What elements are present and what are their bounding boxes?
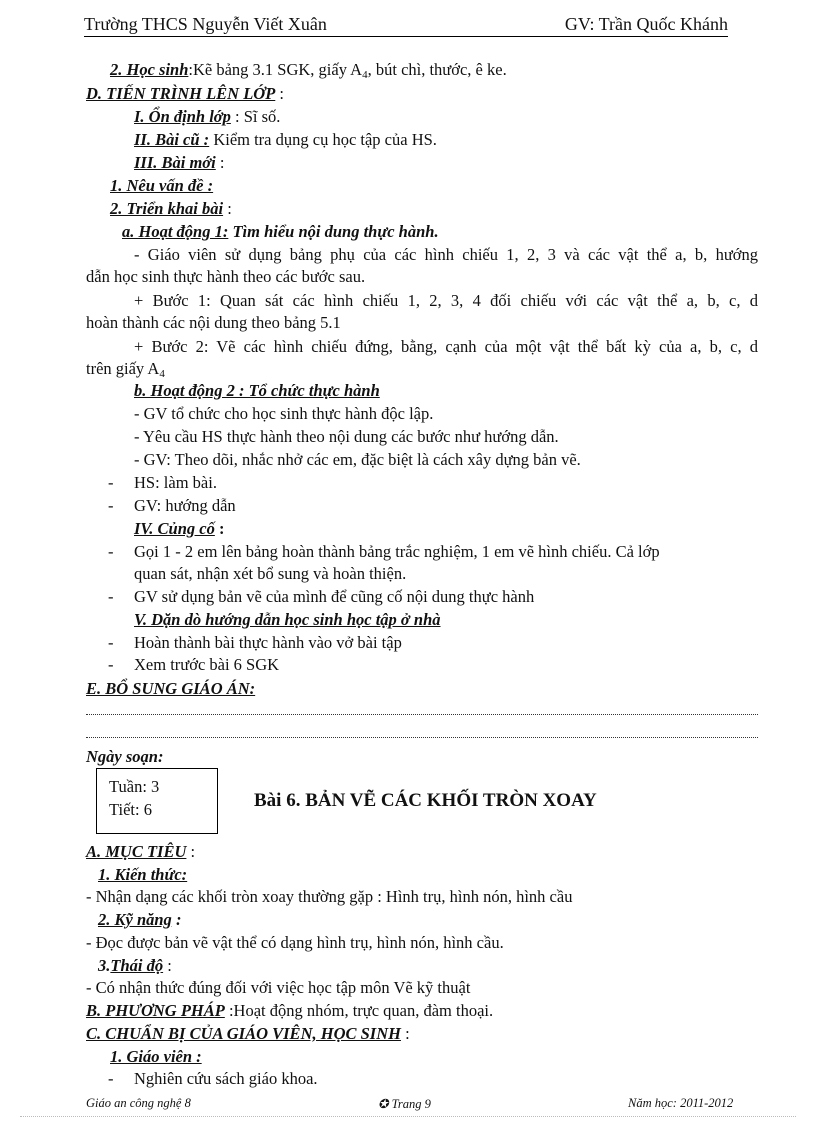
consolidation-item-1: - Gọi 1 - 2 em lên bảng hoàn thành bảng trắc nghiệm, 1 em vẽ hình chiếu. Cả lớp: [108, 542, 660, 561]
item-raise-issue: 1. Nêu vấn đề :: [110, 176, 214, 195]
school-name: Trường THCS Nguyễn Viết Xuân: [84, 14, 327, 34]
section-c-heading: C. CHUẨN BỊ CỦA GIÁO VIÊN, HỌC SINH :: [86, 1024, 410, 1043]
attitude-text: - Có nhận thức đúng đối với việc học tập môn Vẽ kỹ thuật: [86, 978, 471, 997]
attitude-heading: 3.Thái độ :: [98, 956, 172, 975]
section-b-heading: B. PHƯƠNG PHÁP :Hoạt động nhóm, trực quan, đàm thoại.: [86, 1001, 494, 1020]
activity-1-heading: a. Hoạt động 1: Tìm hiểu nội dung thực hành.: [122, 222, 439, 241]
paragraph-1-line-1: - Giáo viên sử dụng bảng phụ của các hình chiếu 1, 2, 3 và các vật thể a, b, hướng: [134, 245, 758, 264]
item-lesson-deploy: 2. Triển khai bài :: [110, 199, 232, 218]
skills-text: - Đọc được bản vẽ vật thể có dạng hình trụ, hình nón, hình cầu.: [86, 933, 504, 952]
section-d-heading: D. TIẾN TRÌNH LÊN LỚP :: [86, 84, 285, 103]
dotted-line-2: [86, 737, 758, 738]
section-a-heading: A. MỤC TIÊU :: [86, 842, 196, 861]
date-label: Ngày soạn:: [86, 747, 164, 766]
week-period-box: [96, 768, 218, 834]
step-1-line-1: + Bước 1: Quan sát các hình chiếu 1, 2, 3, 4 đối chiếu với các vật thể a, b, c, d: [134, 291, 758, 310]
item-class-stabilize: I. Ổn định lớp : Sĩ số.: [134, 107, 281, 126]
homework-heading: V. Dặn dò hướng dẫn học sinh học tập ở nhà: [134, 610, 441, 629]
activity-2-bullet-3: - GV: Theo dõi, nhắc nhở các em, đặc biệt là cách xây dựng bản vẽ.: [134, 450, 581, 469]
section-e-heading: E. BỔ SUNG GIÁO ÁN:: [86, 679, 256, 698]
period-label: Tiết: 6: [109, 800, 152, 819]
consolidation-item-1-cont: quan sát, nhận xét bổ sung và hoàn thiện.: [134, 564, 407, 583]
homework-item-1: - Hoàn thành bài thực hành vào vở bài tập: [108, 633, 402, 652]
step-1-line-2: hoàn thành các nội dung theo bảng 5.1: [86, 313, 341, 332]
consolidation-heading: IV. Củng cố :: [134, 519, 225, 538]
teacher-prep-item: - Nghiên cứu sách giáo khoa.: [108, 1069, 318, 1088]
students-prep-line: 2. Học sinh:Kẽ bảng 3.1 SGK, giấy $A_4$, bút chì, thước, ê ke.: [110, 60, 507, 81]
item-new-lesson: III. Bài mới :: [134, 153, 225, 172]
consolidation-item-2: - GV sử dụng bản vẽ của mình để cũng cố nội dung thực hành: [108, 587, 535, 606]
activity-2-heading: b. Hoạt động 2 : Tổ chức thực hành: [134, 381, 380, 400]
homework-item-2: - Xem trước bài 6 SGK: [108, 655, 280, 674]
footer-school-year: Năm học: 2011-2012: [628, 1096, 734, 1110]
teacher-name: GV: Trần Quốc Khánh: [564, 14, 728, 34]
star-icon: ✪: [378, 1097, 389, 1111]
skills-heading: 2. Kỹ năng :: [98, 910, 182, 929]
activity-2-bullet-1: - GV tổ chức cho học sinh thực hành độc lập.: [134, 404, 434, 423]
footer-page-number: Trang 9: [391, 1097, 431, 1111]
activity-2-bullet-2: - Yêu cầu HS thực hành theo nội dung các bước như hướng dẫn.: [134, 427, 559, 446]
footer-page: [378, 1096, 431, 1112]
week-label: Tuần: 3: [109, 777, 160, 796]
step-2-line-1: + Bước 2: Vẽ các hình chiếu đứng, bằng, cạnh của một vật thể bất kỳ của a, b, c, d: [134, 337, 758, 356]
page-header: [84, 12, 728, 37]
step-2-line-2: trên giấy $A_4$: [86, 359, 165, 380]
knowledge-heading: 1. Kiến thức:: [98, 865, 188, 884]
footer-divider: [20, 1116, 796, 1117]
list-item-gv: - GV: hướng dẫn: [108, 496, 236, 515]
item-old-lesson: II. Bài cũ : Kiểm tra dụng cụ học tập của HS.: [134, 130, 437, 149]
footer-subject: Giáo an công nghệ 8: [86, 1096, 191, 1110]
teacher-prep-heading: 1. Giáo viên :: [110, 1047, 202, 1066]
list-item-hs: - HS: làm bài.: [108, 473, 217, 492]
paragraph-1-line-2: dẫn học sinh thực hành theo các bước sau.: [86, 267, 366, 286]
lesson-title: Bài 6. BẢN VẼ CÁC KHỐI TRÒN XOAY: [254, 790, 597, 811]
dotted-line-1: [86, 714, 758, 715]
knowledge-text: - Nhận dạng các khối tròn xoay thường gặp : Hình trụ, hình nón, hình cầu: [86, 887, 573, 906]
